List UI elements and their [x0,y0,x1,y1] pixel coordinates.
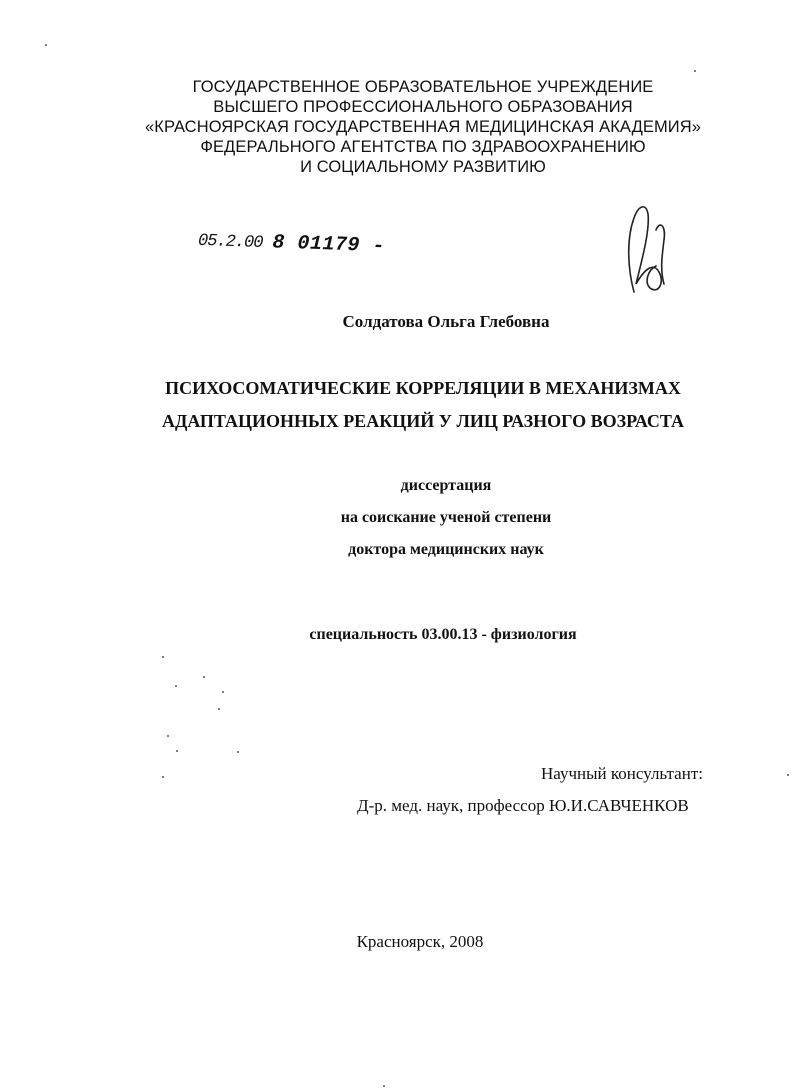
scan-speck [175,685,177,687]
city-year: Красноярск, 2008 [356,932,484,951]
stamp-number: 8 01179 - [272,231,386,259]
specialty: специальность 03.00.13 - физиология [309,626,577,643]
institution-line: ФЕДЕРАЛЬНОГО АГЕНТСТВА ПО ЗДРАВООХРАНЕНИЮ [200,138,646,156]
scan-speck [162,776,164,778]
title-line: АДАПТАЦИОННЫХ РЕАКЦИЙ У ЛИЦ РАЗНОГО ВОЗРАСТА [161,411,685,431]
degree-line: диссертация [400,477,492,494]
degree-block [0,470,794,566]
stamp-date: 05.2.00 [197,231,263,253]
consultant-name: Д-р. мед. наук, профессор Ю.И.САВЧЕНКОВ [357,796,689,815]
scan-speck [45,44,47,46]
scan-speck [383,1085,385,1087]
archive-stamp [198,229,386,259]
degree-line: доктора медицинских наук [348,541,544,558]
scan-speck [167,735,169,737]
institution-line: И СОЦИАЛЬНОМУ РАЗВИТИЮ [300,158,546,176]
degree-line: на соискание ученой степени [340,509,552,526]
scan-speck [237,751,239,753]
scan-speck [176,750,178,752]
author-name: Солдатова Ольга Глебовна [342,312,550,331]
scan-speck [787,774,789,776]
institution-line: ГОСУДАРСТВЕННОЕ ОБРАЗОВАТЕЛЬНОЕ УЧРЕЖДЕНИЕ [192,78,654,96]
institution-line: «КРАСНОЯРСКАЯ ГОСУДАРСТВЕННАЯ МЕДИЦИНСКАЯ АКАДЕМИЯ» [144,118,702,136]
institution-line: ВЫСШЕГО ПРОФЕССИОНАЛЬНОГО ОБРАЗОВАНИЯ [213,98,633,116]
consultant-label: Научный консультант: [541,764,703,783]
title-line: ПСИХОСОМАТИЧЕСКИЕ КОРРЕЛЯЦИИ В МЕХАНИЗМАХ [165,378,681,398]
scan-speck [162,656,164,658]
institution-header [0,77,794,177]
dissertation-title [0,372,794,438]
scan-speck [203,676,205,678]
scan-speck [694,70,696,72]
scan-speck [218,708,220,710]
signature-icon [620,200,672,300]
scan-speck [222,691,224,693]
